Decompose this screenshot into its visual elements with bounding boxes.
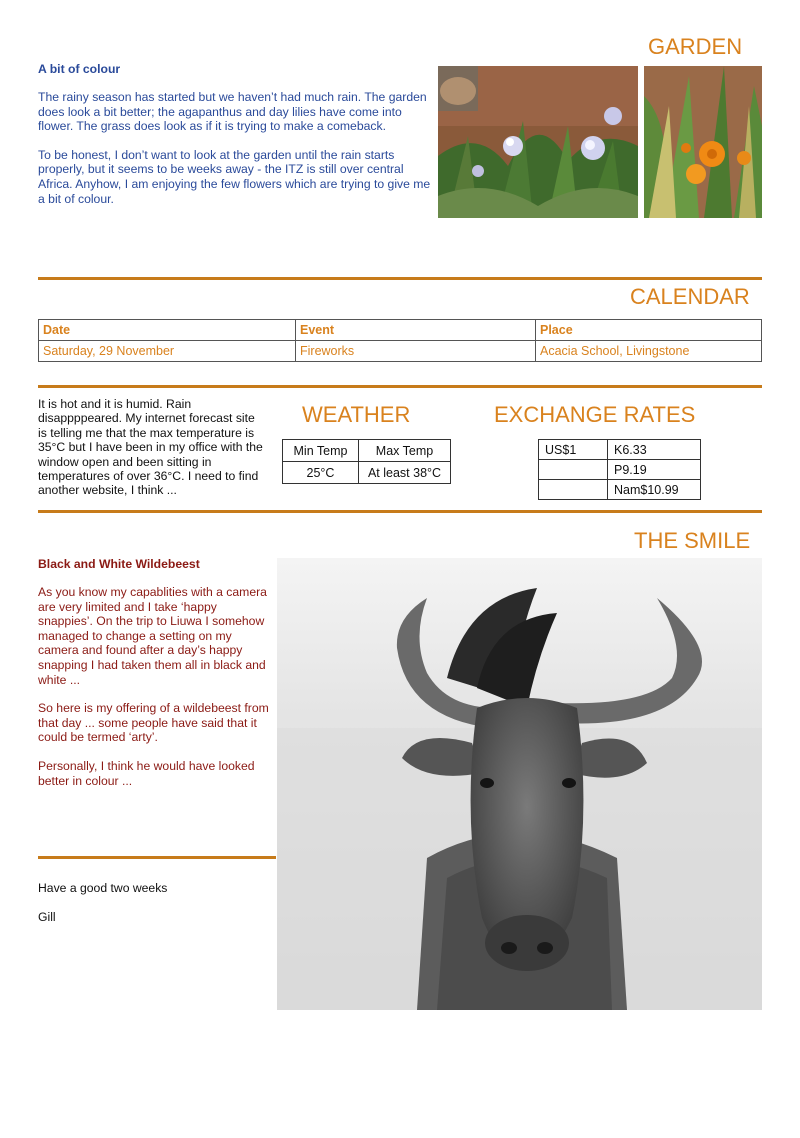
divider-signoff xyxy=(38,856,276,859)
smile-paragraph-1: As you know my capablities with a camera are very limited and I take ‘happy snappies’. On the trip to Liuwa I somehow managed to change a setting on my camera and found after a day’s happy snapping I had taken them all in black and white ... xyxy=(38,585,267,687)
smile-paragraph-3: Personally, I think he would have looked better in colour ... xyxy=(38,758,255,788)
calendar-cell-date: Saturday, 29 November xyxy=(39,341,296,362)
garden-title: GARDEN xyxy=(648,34,743,59)
garden-paragraph-2: To be honest, I don’t want to look at the garden until the rain starts properly, but it seems to be weeks away - the ITZ is still over central Africa. Anyhow, I am enjoying the few flowers which are trying to give me a bit of colour. xyxy=(38,147,431,206)
smile-paragraph-2: So here is my offering of a wildebeest from that day ... some people have said that it could be termed ‘arty’. xyxy=(38,701,269,745)
garden-article xyxy=(38,62,434,220)
exchange-base-currency: US$1 xyxy=(539,440,608,460)
exchange-rate-kwacha: K6.33 xyxy=(608,440,701,460)
exchange-table xyxy=(538,439,701,500)
weather-max-value: At least 38°C xyxy=(359,462,451,484)
calendar-table xyxy=(38,319,762,362)
agapanthus-photo xyxy=(438,66,638,218)
weather-header-max: Max Temp xyxy=(359,440,451,462)
calendar-header-date: Date xyxy=(39,320,296,341)
garden-heading: A bit of colour xyxy=(38,62,121,76)
signoff-line: Have a good two weeks xyxy=(38,881,168,895)
smile-title: THE SMILE xyxy=(634,528,751,553)
calendar-header-event: Event xyxy=(296,320,536,341)
table-row xyxy=(283,462,451,484)
garden-paragraph-1: The rainy season has started but we haven’t had much rain. The garden does look a bit better; the agapanthus and day lilies have come into flower. The grass does look as if it is trying to make a comeback. xyxy=(38,90,427,134)
divider-weather xyxy=(38,385,762,388)
smile-article xyxy=(38,557,274,802)
divider-calendar xyxy=(38,277,762,280)
divider-smile xyxy=(38,510,762,513)
exchange-rate-namibian-dollar: Nam$10.99 xyxy=(608,480,701,500)
weather-title: WEATHER xyxy=(302,402,411,427)
weather-header-row xyxy=(283,440,451,462)
smile-heading: Black and White Wildebeest xyxy=(38,557,200,571)
weather-text: It is hot and it is humid. Rain disappppeared. My internet forecast site is telling me that the max temperature is 35°C but I have been in my office with the window open and been sitting in temperatures of over 36°C. I need to find another website, I think ... xyxy=(38,397,263,498)
calendar-cell-place: Acacia School, Livingstone xyxy=(536,341,762,362)
weather-header-min: Min Temp xyxy=(283,440,359,462)
table-row xyxy=(539,460,701,480)
exchange-base-empty xyxy=(539,460,608,480)
day-lily-photo xyxy=(644,66,762,218)
weather-min-value: 25°C xyxy=(283,462,359,484)
exchange-base-empty xyxy=(539,480,608,500)
exchange-title: EXCHANGE RATES xyxy=(494,402,696,427)
signoff-name: Gill xyxy=(38,910,56,924)
calendar-header-row xyxy=(39,320,762,341)
calendar-cell-event: Fireworks xyxy=(296,341,536,362)
calendar-title: CALENDAR xyxy=(630,284,750,309)
table-row xyxy=(539,440,701,460)
table-row xyxy=(539,480,701,500)
weather-table xyxy=(282,439,451,484)
calendar-header-place: Place xyxy=(536,320,762,341)
wildebeest-photo xyxy=(277,558,762,1010)
table-row xyxy=(39,341,762,362)
exchange-rate-pula: P9.19 xyxy=(608,460,701,480)
